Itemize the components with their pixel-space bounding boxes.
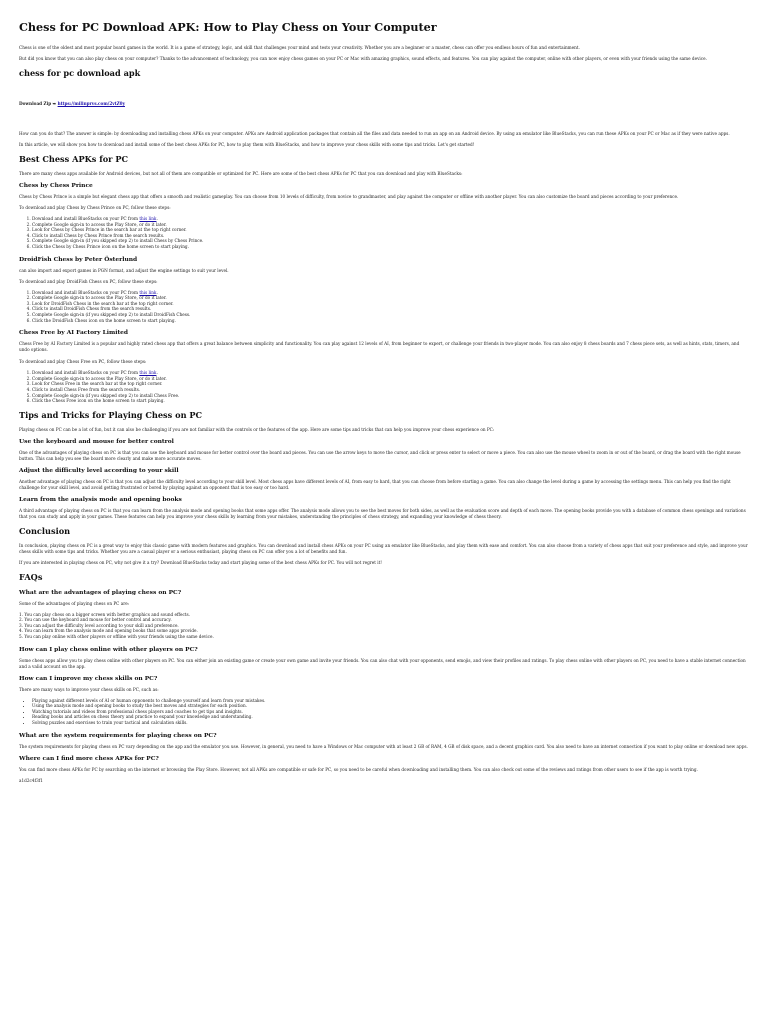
best-apks-heading: Best Chess APKs for PC [19,154,129,164]
faq-question-requirements: What are the system requirements for playing chess on PC? [19,731,217,739]
app-desc-chess-free: Chess Free by AI Factory Limited is a popular and highly rated chess app that offers a great balance between simplicity and functionality. You can play against 12 levels of AI, from beginner to expert, or challenge your friends in two-player mode. You can also enjoy 8 chess boards and 7 chess piece sets, as well as hints, stats, timers, and undo options. [19,341,740,353]
tip-text-difficulty: Another advantage of playing chess on PC is that you can adjust the difficulty level according to your skill level. Most chess apps have different levels of AI, from easy to hard, that you can choose from before starting a game. You can also change the level during a game by accessing the settings menu. This can help you find the right challenge for your skill level, and avoid getting frustrated or bored by playing against an opponent that is too easy or too hard. [19,478,731,490]
faq-intro-improve: There are many ways to improve your chess skills on PC, such as: [19,686,159,692]
step-item: 5. Complete Google sign-in (if you skipped step 2) to install Chess Free. [32,393,751,399]
app-steps-intro-chess-free: To download and play Chess Free on PC, follow these steps: [19,359,147,365]
tip-text-keyboard: One of the advantages of playing chess on PC is that you can use the keyboard and mouse for better control over the board and pieces. You can use the arrow keys to move the cursor, and click or press enter to select or move a piece. You can also use the mouse wheel to zoom in or out of the board, or drag the board with the right mouse button. This can help you see the board more clearly and make more accurate moves. [19,449,741,461]
download-line [19,101,751,107]
article-title: Chess for PC Download APK: How to Play Chess on Your Computer [19,20,437,34]
faqs-heading: FAQs [19,571,43,582]
tip-heading-difficulty: Adjust the difficulty level according to your skill [19,466,179,474]
faq-list-advantages [19,612,751,640]
faq-answer-more-apks: You can find more chess APKs for PC by searching on the internet or browsing the Play Store. However, not all APKs are compatible or safe for PC, so you need to be careful when downloading and installing them. You can also check out some of the reviews and ratings from other users to see if the app is worth trying. [19,766,698,772]
list-item: 1. You can play chess on a bigger screen with better graphics and sound effects. [19,612,751,618]
tip-text-analysis: A third advantage of playing chess on PC is that you can learn from the analysis mode and opening books that some apps offer. The analysis mode allows you to see the best moves for both sides, as well as the evaluation score and depth of each move. The opening books provide you with a database of common chess openings and variations that you can study and apply in your games. These features can help you improve your chess skills by learning from your mistakes, understanding the principles of chess strategy, and expanding your knowledge of chess theory. [19,507,746,519]
faq-list-improve [19,698,751,726]
download-label: Download Zip ➥ [19,101,57,106]
step-item: 5. Complete Google sign-in (if you skipped step 2) to install DroidFish Chess. [32,312,751,318]
download-link[interactable]: https://milinprvs.com/2vtZ0y [57,101,125,106]
step-item: 4. Click to install Chess Free from the search results. [32,387,751,393]
intro2-paragraph-2: In this article, we will show you how to download and install some of the best chess APKs for PC, how to play them with BlueStacks, and how to improve your chess skills with some tips and tricks. Let's get started! [19,142,475,147]
app-steps-droidfish [19,290,751,324]
bluestacks-link[interactable]: this link [139,289,157,295]
list-item: 2. You can use the keyboard and mouse for better control and accuracy. [19,617,751,623]
faq-intro-advantages: Some of the advantages of playing chess on PC are: [19,600,130,606]
app-heading-droidfish: DroidFish Chess by Peter Österlund [19,255,138,263]
list-item: 3. You can adjust the difficulty level according to your skill and preference. [19,623,751,629]
step-item: 3. Look for DroidFish Chess in the search bar at the top right corner. [32,301,751,307]
step-item: 6. Click the Chess Free icon on the home screen to start playing. [32,398,751,404]
step-item: 3. Look for Chess Free in the search bar at the top right corner. [32,381,751,387]
intro-paragraph-1: Chess is one of the oldest and most popular board games in the world. It is a game of strategy, logic, and skill that challenges your mind and tests your creativity. Whether you are a beginner or a master, chess can offer you endless hours of fun and entertainment. [19,45,580,50]
app-desc-chess-prince: Chess by Chess Prince is a simple but elegant chess app that offers a smooth and realistic gameplay. You can choose from 10 levels of difficulty, from novice to grandmaster, and play against the computer or offline with another player. You can also customize the board and pieces according to your preference. [19,194,679,199]
tips-heading: Tips and Tricks for Playing Chess on PC [19,409,203,420]
app-heading-chess-prince: Chess by Chess Prince [19,182,93,189]
step-item: 1. Download and install BlueStacks on your PC from this link. [32,370,751,376]
step-item: 2. Complete Google sign-in to access the Play Store, or do it later. [32,295,751,301]
list-item: 4. You can learn from the analysis mode and opening books that some apps provide. [19,628,751,634]
app-steps-chess-free [19,370,751,404]
step-item: 2. Complete Google sign-in to access the Play Store, or do it later. [32,376,751,382]
list-item: • Using the analysis mode and opening books to study the best moves and strategies for each position. [32,703,751,709]
step-item: 5. Complete Google sign-in (if you skipped step 2) to install Chess by Chess Prince. [32,238,751,244]
bluestacks-link[interactable]: this link [139,216,157,221]
step-item: 4. Click to install DroidFish Chess from the search results. [32,306,751,312]
faq-answer-requirements: The system requirements for playing chess on PC vary depending on the app and the emulator you use. However, in general, you need to have a Windows or Mac computer with at least 2 GB of RAM, 4 GB of disk space, and a decent graphics card. You also need to have an internet connection if you want to play online or download new apps. [19,743,748,749]
conclusion-paragraph-2: If you are interested in playing chess on PC, why not give it a try? Download BlueStacks today and start playing some of the best chess APKs for PC. You will not regret it! [19,559,382,565]
step-item: 4. Click to install Chess by Chess Prince from the search results. [32,233,751,239]
bluestacks-link[interactable]: this link [139,370,157,376]
footer-code: a1d2c4f3f1 [19,777,43,783]
conclusion-paragraph-1: In conclusion, playing chess on PC is a great way to enjoy this classic game with modern features and graphics. You can download and install chess APKs on your PC using an emulator like BlueStacks, and play them with ease and comfort. You can also choose from a variety of chess apps that suit your preference and style, and improve your chess skills with some tips and tricks. Whether you are a casual player or a serious enthusiast, playing chess on PC can offer you a lot of benefits and fun. [19,542,748,554]
list-item: • Reading books and articles on chess theory and practice to expand your knowledge and understanding. [32,714,751,720]
step-item: 6. Click the DroidFish Chess icon on the home screen to start playing. [32,318,751,324]
tip-heading-analysis: Learn from the analysis mode and opening books [19,495,182,503]
faq-answer-online: Some chess apps allow you to play chess online with other players on PC. You can either join an existing game or create your own game and invite your friends. You can also chat with your opponents, send emojis, and view their profiles and ratings. To play chess online with other players on PC, you need to have a stable internet connection and a valid account on the app. [19,657,746,669]
intro-paragraph-2: But did you know that you can also play chess on your computer? Thanks to the advancement of technology, you can now enjoy chess games on your PC or Mac with amazing graphics, sound effects, and features. You can play against the computer, online with other players, or even with your friends using the same device. [19,56,707,61]
tip-heading-keyboard: Use the keyboard and mouse for better control [19,437,174,445]
conclusion-heading: Conclusion [19,525,71,536]
list-item: • Playing against different levels of AI or human opponents to challenge yourself and learn from your mistakes. [32,698,751,704]
app-heading-chess-free: Chess Free by AI Factory Limited [19,329,129,337]
step-item: 2. Complete Google sign-in to access the Play Store, or do it later. [32,222,751,228]
intro2-paragraph-1: How can you do that? The answer is simple: by downloading and installing chess APKs on your computer. APKs are Android application packages that contain all the files and data needed to run an app on an Android device. By using an emulator like BlueStacks, you can run these APKs on your PC or Mac as if they were native apps. [19,131,730,136]
list-item: 5. You can play online with other players or offline with your friends using the same device. [19,634,751,640]
faq-question-more-apks: Where can I find more chess APKs for PC? [19,754,159,762]
keyword-heading: chess for pc download apk [19,68,141,78]
step-item: 3. Look for Chess by Chess Prince in the search bar at the top right corner. [32,227,751,233]
list-item: • Solving puzzles and exercises to train your tactical and calculation skills. [32,720,751,726]
best-apks-intro: There are many chess apps available for Android devices, but not all of them are compatible or optimized for PC. Here are some of the best chess APKs for PC that you can download and play with BlueStacks: [19,171,463,176]
step-item: 1. Download and install BlueStacks on your PC from this link. [32,290,751,296]
app-steps-intro-chess-prince: To download and play Chess by Chess Prince on PC, follow these steps: [19,205,171,210]
faq-question-improve: How can I improve my chess skills on PC? [19,674,158,682]
step-item: 1. Download and install BlueStacks on your PC from this link. [32,216,751,222]
step-item: 6. Click the Chess by Chess Prince icon on the home screen to start playing. [32,244,751,250]
app-steps-intro-droidfish: To download and play DroidFish Chess on PC, follow these steps: [19,278,158,284]
faq-question-online: How can I play chess online with other players on PC? [19,645,198,653]
list-item: • Watching tutorials and videos from professional chess players and coaches to get tips and insights. [32,709,751,715]
app-steps-chess-prince [19,216,751,250]
app-desc-droidfish: can also import and export games in PGN format, and adjust the engine settings to suit your level. [19,267,229,273]
faq-question-advantages: What are the advantages of playing chess on PC? [19,588,182,596]
tips-intro: Playing chess on PC can be a lot of fun, but it can also be challenging if you are not familiar with the controls or the features of the app. Here are some tips and tricks that can help you improve your chess experience on PC: [19,426,495,432]
